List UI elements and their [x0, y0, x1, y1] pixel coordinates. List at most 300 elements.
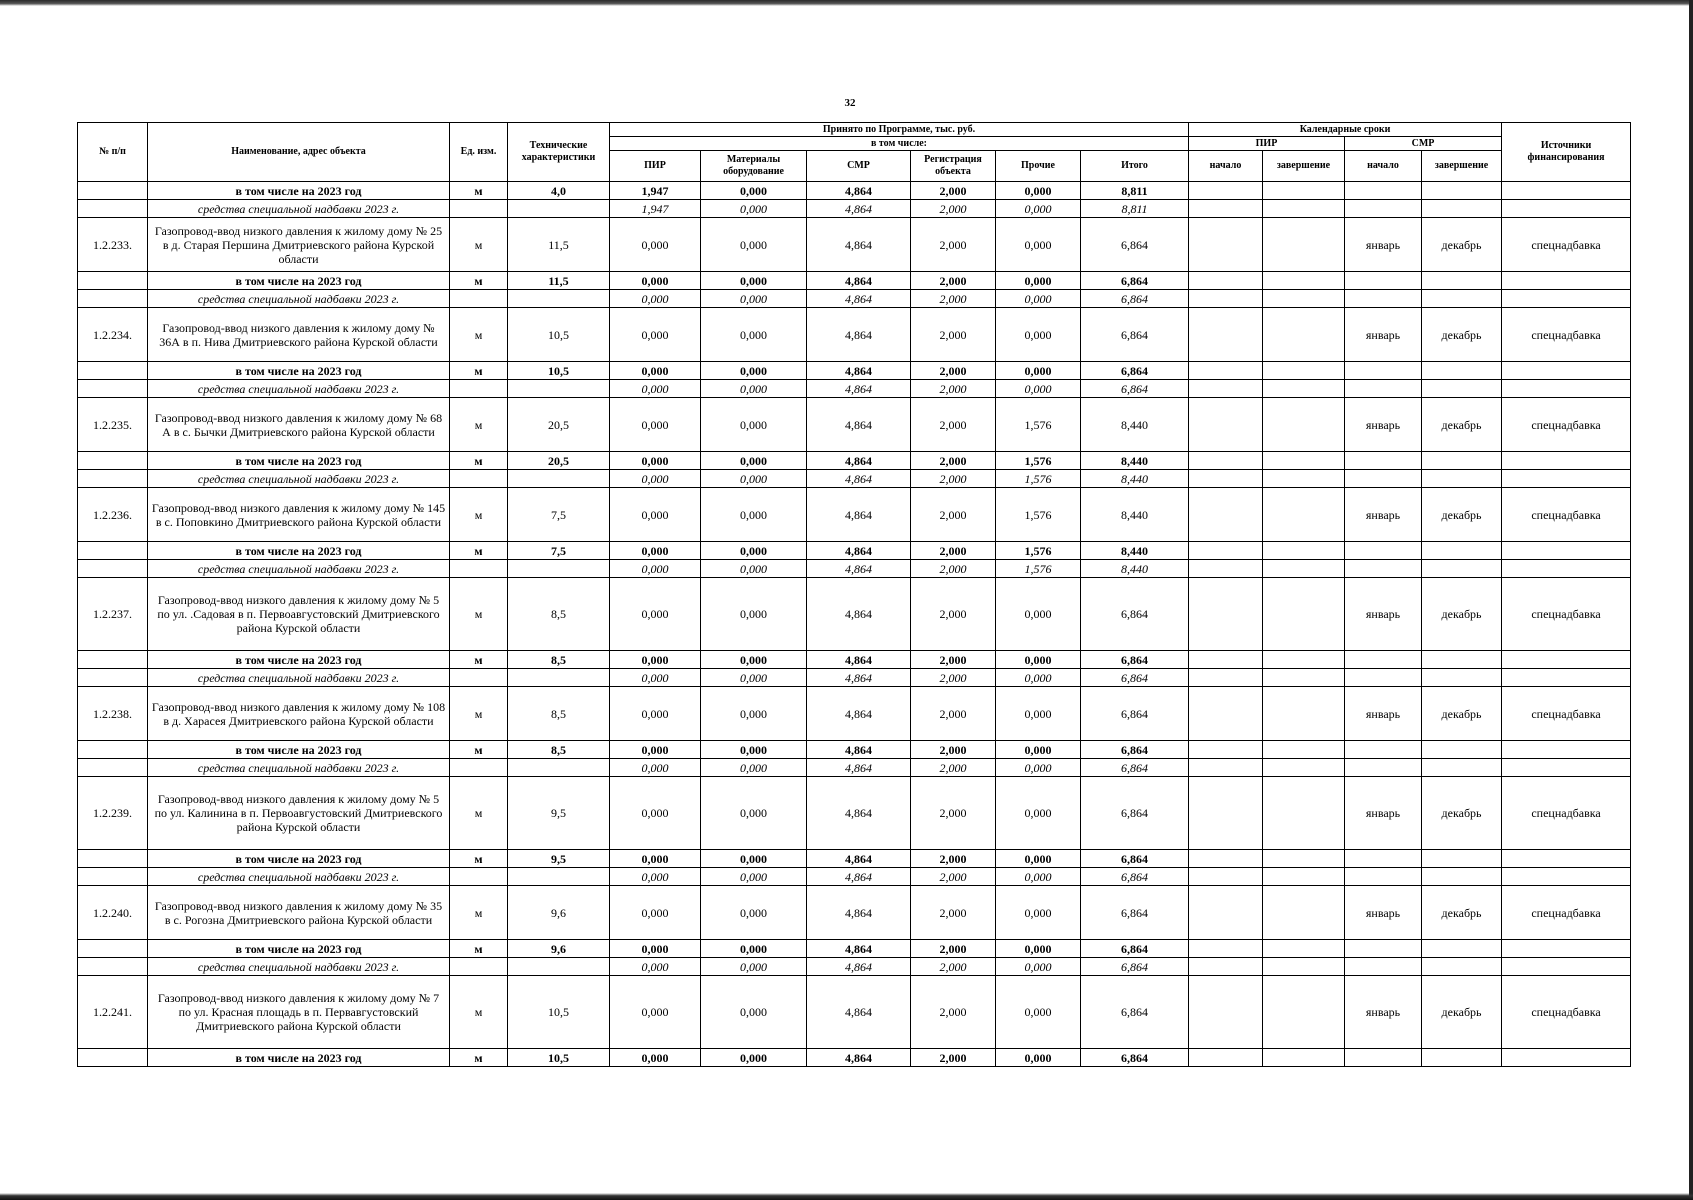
cell-total: 6,864: [1081, 308, 1189, 362]
cell-name: в том числе на 2023 год: [148, 741, 450, 759]
cell-num: [78, 362, 148, 380]
object-row: [78, 886, 1631, 940]
cell-materials: 0,000: [701, 578, 807, 651]
cell-materials: 0,000: [701, 362, 807, 380]
cell-tech: [508, 200, 610, 218]
cell-pir-start: [1189, 308, 1263, 362]
cell-total: 6,864: [1081, 886, 1189, 940]
cell-pir-end: [1263, 218, 1345, 272]
cell-pir: 0,000: [610, 741, 701, 759]
cell-pir: 1,947: [610, 200, 701, 218]
cell-materials: 0,000: [701, 741, 807, 759]
cell-other: 0,000: [996, 886, 1081, 940]
cell-materials: 0,000: [701, 958, 807, 976]
cell-tech: 9,5: [508, 850, 610, 868]
year-subtotal-row: [78, 651, 1631, 669]
cell-total: 6,864: [1081, 940, 1189, 958]
cell-num: 1.2.240.: [78, 886, 148, 940]
cell-tech: [508, 290, 610, 308]
cell-smr-end: [1422, 651, 1502, 669]
cell-num: 1.2.233.: [78, 218, 148, 272]
header-accepted: Принято по Программе, тыс. руб.: [610, 123, 1189, 137]
cell-source: спецнадбавка: [1502, 398, 1631, 452]
cell-smr-end: [1422, 850, 1502, 868]
cell-source: [1502, 651, 1631, 669]
cell-other: 1,576: [996, 488, 1081, 542]
cell-pir-start: [1189, 886, 1263, 940]
cell-smr: 4,864: [807, 669, 911, 687]
cell-unit: м: [450, 687, 508, 741]
cell-tech: 8,5: [508, 578, 610, 651]
cell-name: средства специальной надбавки 2023 г.: [148, 868, 450, 886]
header-materials: Материалы оборудование: [701, 151, 807, 182]
cell-num: 1.2.238.: [78, 687, 148, 741]
cell-unit: [450, 290, 508, 308]
cell-pir-end: [1263, 380, 1345, 398]
cell-unit: м: [450, 940, 508, 958]
cell-name: средства специальной надбавки 2023 г.: [148, 958, 450, 976]
header-end: завершение: [1263, 151, 1345, 182]
header-start-smr: начало: [1345, 151, 1422, 182]
cell-registration: 2,000: [911, 542, 996, 560]
cell-total: 6,864: [1081, 958, 1189, 976]
cell-smr: 4,864: [807, 218, 911, 272]
cell-pir: 0,000: [610, 868, 701, 886]
cell-pir: 0,000: [610, 651, 701, 669]
cell-smr-end: [1422, 1049, 1502, 1067]
cell-pir-start: [1189, 380, 1263, 398]
cell-registration: 2,000: [911, 272, 996, 290]
cell-materials: 0,000: [701, 940, 807, 958]
cell-other: 0,000: [996, 651, 1081, 669]
cell-pir: 0,000: [610, 362, 701, 380]
cell-total: 6,864: [1081, 850, 1189, 868]
cell-pir: 0,000: [610, 470, 701, 488]
cell-registration: 2,000: [911, 687, 996, 741]
year-subtotal-row: [78, 272, 1631, 290]
cell-unit: [450, 470, 508, 488]
cell-source: [1502, 182, 1631, 200]
year-subtotal-row: [78, 940, 1631, 958]
cell-smr-start: [1345, 560, 1422, 578]
cell-materials: 0,000: [701, 669, 807, 687]
cell-total: 6,864: [1081, 976, 1189, 1049]
cell-name: средства специальной надбавки 2023 г.: [148, 560, 450, 578]
cell-tech: 10,5: [508, 308, 610, 362]
cell-total: 6,864: [1081, 868, 1189, 886]
cell-smr-start: [1345, 470, 1422, 488]
cell-tech: 20,5: [508, 398, 610, 452]
cell-num: [78, 850, 148, 868]
cell-smr-end: [1422, 940, 1502, 958]
cell-other: 0,000: [996, 308, 1081, 362]
cell-num: 1.2.234.: [78, 308, 148, 362]
cell-source: [1502, 470, 1631, 488]
header-num: № п/п: [78, 123, 148, 182]
cell-pir-start: [1189, 976, 1263, 1049]
cell-num: [78, 958, 148, 976]
object-row: [78, 687, 1631, 741]
cell-registration: 2,000: [911, 976, 996, 1049]
cell-other: 0,000: [996, 218, 1081, 272]
cell-pir-start: [1189, 687, 1263, 741]
cell-smr-start: [1345, 868, 1422, 886]
cell-pir-end: [1263, 958, 1345, 976]
year-subtotal-row: [78, 542, 1631, 560]
cell-smr: 4,864: [807, 651, 911, 669]
cell-pir-start: [1189, 958, 1263, 976]
cell-num: [78, 940, 148, 958]
cell-materials: 0,000: [701, 218, 807, 272]
cell-other: 0,000: [996, 958, 1081, 976]
cell-smr-start: январь: [1345, 777, 1422, 850]
cell-smr-start: январь: [1345, 578, 1422, 651]
cell-pir-start: [1189, 759, 1263, 777]
cell-smr: 4,864: [807, 308, 911, 362]
cell-num: [78, 542, 148, 560]
cell-smr-start: [1345, 759, 1422, 777]
cell-other: 0,000: [996, 976, 1081, 1049]
cell-pir-start: [1189, 542, 1263, 560]
cell-smr-end: [1422, 272, 1502, 290]
cell-smr-start: [1345, 272, 1422, 290]
cell-total: 6,864: [1081, 759, 1189, 777]
cell-name: Газопровод-ввод низкого давления к жилому дому № 68 А в с. Бычки Дмитриевского района Курской области: [148, 398, 450, 452]
cell-smr-end: [1422, 182, 1502, 200]
header-unit: Ед. изм.: [450, 123, 508, 182]
cell-tech: 20,5: [508, 452, 610, 470]
cell-pir-end: [1263, 290, 1345, 308]
cell-materials: 0,000: [701, 290, 807, 308]
cell-source: [1502, 868, 1631, 886]
cell-tech: 9,5: [508, 777, 610, 850]
cell-source: [1502, 940, 1631, 958]
header-registration: Регистрация объекта: [911, 151, 996, 182]
cell-registration: 2,000: [911, 958, 996, 976]
cell-smr: 4,864: [807, 542, 911, 560]
header-smr: СМР: [807, 151, 911, 182]
cell-source: [1502, 452, 1631, 470]
cell-other: 0,000: [996, 777, 1081, 850]
cell-other: 1,576: [996, 560, 1081, 578]
cell-source: [1502, 362, 1631, 380]
cell-registration: 2,000: [911, 669, 996, 687]
cell-smr: 4,864: [807, 398, 911, 452]
cell-smr-end: декабрь: [1422, 976, 1502, 1049]
cell-other: 0,000: [996, 272, 1081, 290]
cell-pir-end: [1263, 759, 1345, 777]
cell-total: 6,864: [1081, 380, 1189, 398]
cell-other: 0,000: [996, 182, 1081, 200]
cell-smr-end: [1422, 452, 1502, 470]
cell-pir: 0,000: [610, 958, 701, 976]
object-row: [78, 308, 1631, 362]
cell-pir-end: [1263, 669, 1345, 687]
cell-pir-end: [1263, 1049, 1345, 1067]
cell-pir-end: [1263, 308, 1345, 362]
cell-tech: [508, 958, 610, 976]
cell-other: 0,000: [996, 1049, 1081, 1067]
cell-smr: 4,864: [807, 452, 911, 470]
cell-pir-start: [1189, 218, 1263, 272]
cell-name: Газопровод-ввод низкого давления к жилому дому № 5 по ул. Калинина в п. Первоавгустовский Дмитриевского района Курской области: [148, 777, 450, 850]
cell-materials: 0,000: [701, 200, 807, 218]
cell-name: средства специальной надбавки 2023 г.: [148, 380, 450, 398]
cell-source: спецнадбавка: [1502, 218, 1631, 272]
cell-pir-end: [1263, 560, 1345, 578]
cell-tech: [508, 759, 610, 777]
cell-total: 6,864: [1081, 687, 1189, 741]
cell-name: Газопровод-ввод низкого давления к жилому дому № 108 в д. Харасея Дмитриевского района Курской области: [148, 687, 450, 741]
cell-unit: м: [450, 452, 508, 470]
cell-tech: 8,5: [508, 741, 610, 759]
cell-unit: м: [450, 741, 508, 759]
cell-unit: м: [450, 272, 508, 290]
cell-pir-end: [1263, 687, 1345, 741]
cell-materials: 0,000: [701, 850, 807, 868]
cell-unit: м: [450, 308, 508, 362]
cell-materials: 0,000: [701, 651, 807, 669]
cell-tech: 9,6: [508, 940, 610, 958]
cell-pir: 0,000: [610, 488, 701, 542]
cell-materials: 0,000: [701, 398, 807, 452]
cell-unit: м: [450, 850, 508, 868]
cell-pir-end: [1263, 470, 1345, 488]
header-other: Прочие: [996, 151, 1081, 182]
cell-other: 0,000: [996, 290, 1081, 308]
cell-pir: 0,000: [610, 398, 701, 452]
cell-smr-start: [1345, 958, 1422, 976]
cell-registration: 2,000: [911, 452, 996, 470]
cell-pir-end: [1263, 542, 1345, 560]
cell-total: 6,864: [1081, 578, 1189, 651]
cell-tech: 10,5: [508, 976, 610, 1049]
cell-name: в том числе на 2023 год: [148, 1049, 450, 1067]
cell-pir-end: [1263, 362, 1345, 380]
cell-smr-start: январь: [1345, 398, 1422, 452]
cell-registration: 2,000: [911, 362, 996, 380]
cell-pir: 0,000: [610, 578, 701, 651]
year-subtotal-row: [78, 362, 1631, 380]
cell-smr-start: январь: [1345, 886, 1422, 940]
cell-smr-end: [1422, 362, 1502, 380]
cell-pir-start: [1189, 868, 1263, 886]
cell-other: 0,000: [996, 759, 1081, 777]
cell-materials: 0,000: [701, 380, 807, 398]
cell-total: 6,864: [1081, 741, 1189, 759]
cell-name: Газопровод-ввод низкого давления к жилому дому № 36А в п. Нива Дмитриевского района Курской области: [148, 308, 450, 362]
cell-pir: 0,000: [610, 850, 701, 868]
cell-tech: [508, 669, 610, 687]
cell-source: [1502, 290, 1631, 308]
cell-smr-start: [1345, 380, 1422, 398]
cell-unit: м: [450, 488, 508, 542]
cell-pir: 0,000: [610, 777, 701, 850]
cell-materials: 0,000: [701, 308, 807, 362]
cell-unit: м: [450, 578, 508, 651]
cell-total: 6,864: [1081, 362, 1189, 380]
cell-registration: 2,000: [911, 308, 996, 362]
cell-smr: 4,864: [807, 958, 911, 976]
cell-num: [78, 759, 148, 777]
object-row: [78, 578, 1631, 651]
cell-unit: [450, 669, 508, 687]
cell-smr-end: декабрь: [1422, 398, 1502, 452]
cell-pir-start: [1189, 850, 1263, 868]
cell-registration: 2,000: [911, 1049, 996, 1067]
cell-pir-start: [1189, 560, 1263, 578]
cell-pir-start: [1189, 452, 1263, 470]
cell-smr: 4,864: [807, 272, 911, 290]
cell-registration: 2,000: [911, 380, 996, 398]
cell-pir-start: [1189, 777, 1263, 850]
cell-smr-start: [1345, 200, 1422, 218]
header-cal-smr: СМР: [1345, 137, 1502, 151]
cell-pir-end: [1263, 976, 1345, 1049]
cell-pir-end: [1263, 398, 1345, 452]
cell-source: [1502, 669, 1631, 687]
cell-smr-end: декабрь: [1422, 308, 1502, 362]
cell-smr-start: [1345, 452, 1422, 470]
object-row: [78, 398, 1631, 452]
cell-pir: 0,000: [610, 976, 701, 1049]
cell-pir: 0,000: [610, 560, 701, 578]
scan-edge-right: [1689, 0, 1693, 1200]
cell-source: [1502, 759, 1631, 777]
cell-pir-start: [1189, 398, 1263, 452]
year-subtotal-row: [78, 1049, 1631, 1067]
cell-smr-start: [1345, 669, 1422, 687]
cell-unit: м: [450, 976, 508, 1049]
cell-source: спецнадбавка: [1502, 578, 1631, 651]
cell-total: 6,864: [1081, 669, 1189, 687]
object-row: [78, 218, 1631, 272]
cell-tech: [508, 380, 610, 398]
cell-pir: 0,000: [610, 218, 701, 272]
cell-registration: 2,000: [911, 651, 996, 669]
header-tech: Технические характеристики: [508, 123, 610, 182]
cell-pir-end: [1263, 200, 1345, 218]
cell-pir: 0,000: [610, 886, 701, 940]
cell-num: [78, 741, 148, 759]
cell-smr: 4,864: [807, 380, 911, 398]
table-body: [78, 182, 1631, 1067]
cell-pir-start: [1189, 290, 1263, 308]
header-sources: Источники финансирования: [1502, 123, 1631, 182]
cell-smr-start: январь: [1345, 218, 1422, 272]
cell-pir-end: [1263, 940, 1345, 958]
cell-source: спецнадбавка: [1502, 488, 1631, 542]
cell-registration: 2,000: [911, 560, 996, 578]
cell-num: [78, 651, 148, 669]
cell-num: [78, 560, 148, 578]
cell-smr-end: декабрь: [1422, 777, 1502, 850]
header-start: начало: [1189, 151, 1263, 182]
cell-total: 8,811: [1081, 200, 1189, 218]
cell-tech: 9,6: [508, 886, 610, 940]
cell-smr-end: [1422, 200, 1502, 218]
cell-unit: [450, 560, 508, 578]
funding-row: [78, 669, 1631, 687]
cell-pir-end: [1263, 850, 1345, 868]
cell-pir: 0,000: [610, 1049, 701, 1067]
header-end-smr: завершение: [1422, 151, 1502, 182]
cell-unit: м: [450, 777, 508, 850]
cell-smr-end: [1422, 958, 1502, 976]
cell-smr-end: декабрь: [1422, 488, 1502, 542]
cell-registration: 2,000: [911, 578, 996, 651]
cell-smr: 4,864: [807, 560, 911, 578]
year-subtotal-row: [78, 452, 1631, 470]
scan-edge-top: [0, 0, 1693, 6]
cell-other: 0,000: [996, 687, 1081, 741]
cell-pir: 0,000: [610, 687, 701, 741]
cell-smr: 4,864: [807, 741, 911, 759]
cell-pir-start: [1189, 272, 1263, 290]
cell-materials: 0,000: [701, 488, 807, 542]
cell-unit: м: [450, 218, 508, 272]
cell-total: 8,440: [1081, 452, 1189, 470]
cell-source: [1502, 542, 1631, 560]
cell-unit: м: [450, 398, 508, 452]
cell-unit: м: [450, 886, 508, 940]
cell-smr-start: [1345, 850, 1422, 868]
cell-smr-end: декабрь: [1422, 886, 1502, 940]
cell-materials: 0,000: [701, 182, 807, 200]
object-row: [78, 976, 1631, 1049]
header-pir: ПИР: [610, 151, 701, 182]
cell-tech: 11,5: [508, 218, 610, 272]
cell-other: 1,576: [996, 542, 1081, 560]
cell-total: 6,864: [1081, 651, 1189, 669]
cell-source: спецнадбавка: [1502, 777, 1631, 850]
cell-name: средства специальной надбавки 2023 г.: [148, 470, 450, 488]
cell-source: [1502, 560, 1631, 578]
cell-pir-start: [1189, 470, 1263, 488]
cell-materials: 0,000: [701, 560, 807, 578]
cell-smr: 4,864: [807, 182, 911, 200]
cell-pir: 0,000: [610, 290, 701, 308]
cell-other: 0,000: [996, 578, 1081, 651]
cell-pir-end: [1263, 452, 1345, 470]
cell-pir-end: [1263, 272, 1345, 290]
cell-other: 1,576: [996, 452, 1081, 470]
funding-row: [78, 200, 1631, 218]
cell-num: [78, 1049, 148, 1067]
cell-total: 8,440: [1081, 470, 1189, 488]
cell-smr-end: декабрь: [1422, 218, 1502, 272]
cell-smr: 4,864: [807, 868, 911, 886]
cell-unit: м: [450, 1049, 508, 1067]
funding-row: [78, 958, 1631, 976]
cell-tech: 10,5: [508, 1049, 610, 1067]
cell-other: 1,576: [996, 470, 1081, 488]
cell-name: средства специальной надбавки 2023 г.: [148, 669, 450, 687]
cell-source: спецнадбавка: [1502, 976, 1631, 1049]
cell-pir-start: [1189, 362, 1263, 380]
cell-tech: [508, 470, 610, 488]
cell-name: Газопровод-ввод низкого давления к жилому дому № 7 по ул. Красная площадь в п. Первавгустовский Дмитриевского района Курской области: [148, 976, 450, 1049]
cell-total: 8,440: [1081, 542, 1189, 560]
object-row: [78, 488, 1631, 542]
cell-num: 1.2.236.: [78, 488, 148, 542]
cell-smr: 4,864: [807, 759, 911, 777]
cell-registration: 2,000: [911, 182, 996, 200]
cell-pir-end: [1263, 651, 1345, 669]
header-incl: в том числе:: [610, 137, 1189, 151]
cell-pir: 0,000: [610, 940, 701, 958]
cell-num: [78, 669, 148, 687]
